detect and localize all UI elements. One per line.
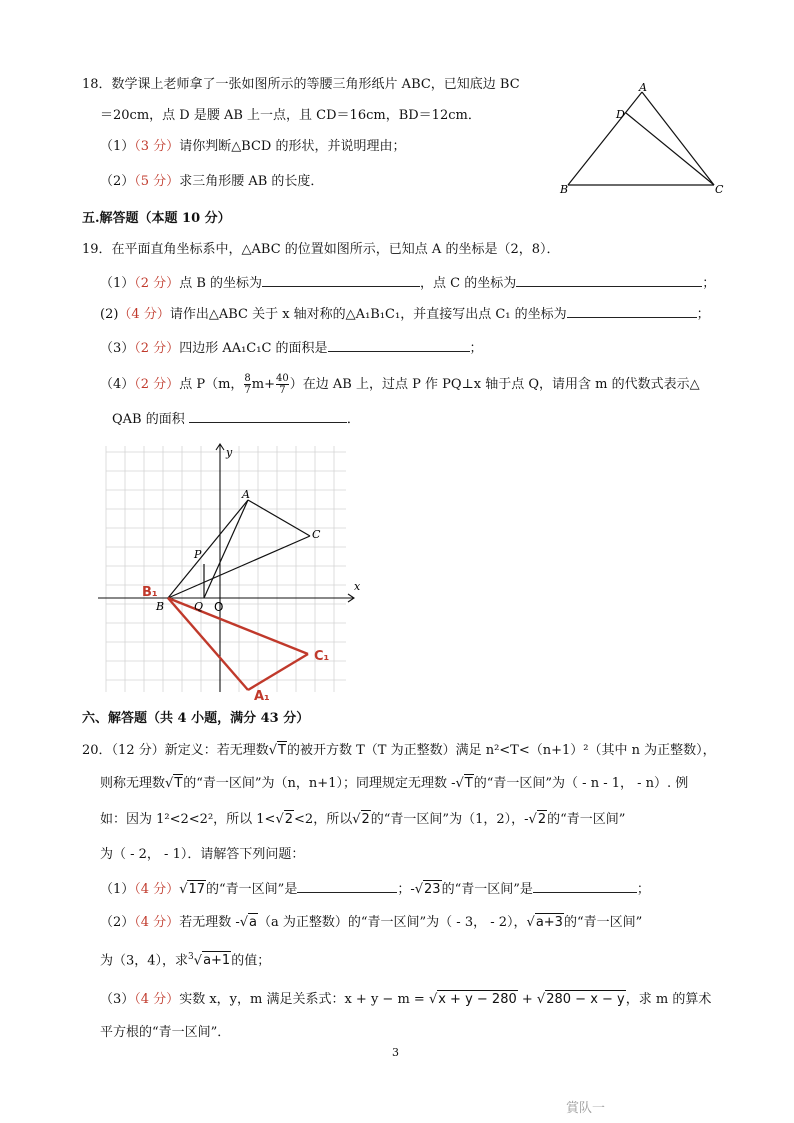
q20-line3: 如：因为 1²<2<2²，所以 1<√2<2，所以√2的“青一区间”为（1，2），-√2的“青一区间” (100, 812, 626, 827)
label-C: C (715, 183, 724, 196)
answer-blank-area[interactable] (328, 339, 470, 352)
q19-part4: （4）（2 分）点 P（m， $\frac{8}{7}$ m+ $\frac{40}{7}$ ）在边 AB 上，过点 P 作 PQ⊥x 轴于点 Q，请用含 m 的代数式表示△ (100, 373, 700, 396)
q18-part2: （2）（5 分）求三角形腰 AB 的长度． (100, 174, 324, 189)
page-number: 3 (392, 1046, 399, 1059)
q19-part4-cont: QAB 的面积 ． (112, 412, 360, 427)
q20-line2: 则称无理数√T的“青一区间”为（n，n+1）；同理规定无理数 -√T的“青一区间”为（ - n - 1， - n）. 例 (100, 776, 689, 791)
q20-part3-cont: 平方根的“青一区间”． (100, 1025, 231, 1040)
axis-x-label: x (354, 580, 361, 593)
answer-blank-c[interactable] (516, 274, 702, 287)
q20-part2-cont: 为（3，4），求$^3$√a+1的值； (100, 952, 271, 969)
q20-line1: 20．（12 分）新定义：若无理数√T的被开方数 T（T 为正整数）满足 n²<T<（n+1）²（其中 n 为正整数）， (82, 743, 716, 758)
q19-part3: （3）（2 分）四边形 AA₁C₁C 的面积是 ； (100, 341, 483, 356)
q18-triangle-figure (556, 82, 732, 198)
watermark: 賞队一 (566, 1101, 606, 1116)
q20-line4: 为（ - 2， - 1）．请解答下列问题： (100, 847, 305, 862)
label-A: A (639, 82, 647, 94)
q19-part2: (2)（4 分）请作出△ABC 关于 x 轴对称的△A₁B₁C₁，并直接写出点 C₁ 的坐标为 ； (100, 307, 710, 322)
answer-blank-qab[interactable] (189, 410, 347, 423)
label-Q: Q (194, 600, 204, 613)
answer-blank-b[interactable] (262, 274, 420, 287)
answer-blank-17[interactable] (297, 880, 397, 893)
q19-coordinate-figure (96, 438, 366, 702)
q18-line2: ＝20cm，点 D 是腰 AB 上一点，且 CD＝16cm，BD＝12cm． (100, 108, 481, 123)
label-D: D (616, 108, 625, 121)
q19-part1: （1）（2 分）点 B 的坐标为 ，点 C 的坐标为 ； (100, 276, 716, 291)
answer-blank-23[interactable] (533, 880, 637, 893)
label-C1: C₁ (314, 649, 330, 664)
q18-part1: （1）（3 分）请你判断△BCD 的形状，并说明理由； (100, 139, 406, 154)
label-B1: B₁ (142, 585, 158, 600)
label-B: B (156, 600, 165, 613)
label-B: B (560, 183, 569, 196)
q20-part2: （2）（4 分）若无理数 -√a（a 为正整数）的“青一区间”为（ - 3， - 2），√a+3的“青一区间” (100, 915, 643, 930)
label-A: A (242, 488, 250, 501)
section-5-title: 五.解答题（本题 10 分） (82, 211, 231, 226)
label-P: P (194, 548, 202, 561)
q18-line1: 18．数学课上老师拿了一张如图所示的等腰三角形纸片 ABC，已知底边 BC (82, 77, 520, 92)
q20-part1: （1）（4 分）√17的“青一区间”是 ；-√23的“青一区间”是 ； (100, 882, 650, 897)
section-6-title: 六、解答题（共 4 小题，满分 43 分） (82, 711, 310, 726)
q19-line1: 19．在平面直角坐标系中，△ABC 的位置如图所示，已知点 A 的坐标是（2，8）． (82, 242, 560, 257)
q20-part3: （3）（4 分）实数 x，y，m 满足关系式：x + y − m = √x + y − 280 + √280 − x − y，求 m 的算术 (100, 992, 712, 1007)
label-A1: A₁ (254, 689, 270, 702)
answer-blank-c1[interactable] (567, 305, 697, 318)
label-C: C (312, 528, 321, 541)
axis-y-label: y (226, 446, 233, 459)
label-O: O (214, 600, 224, 614)
